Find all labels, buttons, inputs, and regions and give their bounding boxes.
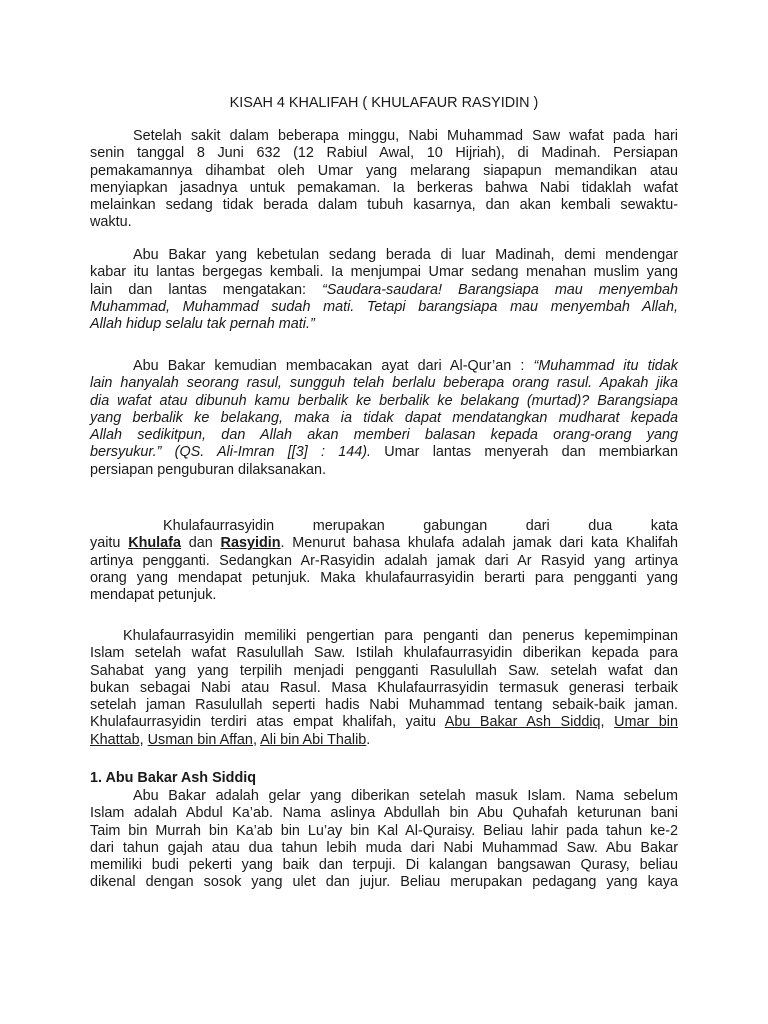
text-run: lain dan lantas mengatakan: bbox=[90, 281, 323, 298]
quote-text: lain hanyalah seorang rasul, sungguh telah berlalu beberapa orang rasul. Apakah jika bbox=[90, 375, 678, 392]
text-run: Khulafaurrasyidin terdiri atas empat khalifah, yaitu bbox=[90, 714, 445, 731]
text-line: setelah jaman Rasulullah seperti hadis Nabi Muhammad tentang sebaik-baik jaman. bbox=[90, 697, 678, 714]
text-line: waktu. bbox=[90, 214, 132, 231]
text-line: Sahabat yang yang terpilih menjadi pengganti Rasulullah Saw. setelah wafat dan bbox=[90, 662, 678, 679]
text-line: Islam adalah Abdul Ka’ab. Nama aslinya Abdullah bin Abu Quhafah keturunan bani bbox=[90, 805, 678, 822]
text-line: bukan sebagai Nabi atau Rasul. Masa Khulafaurrasyidin termasuk generasi terbaik bbox=[90, 679, 678, 696]
term-khulafa: Khulafa bbox=[128, 535, 181, 552]
text-line: persiapan penguburan dilaksanakan. bbox=[90, 461, 327, 478]
quote-text: dia wafat atau dibunuh kamu berbalik ke berbalik ke belakang (murtad)? Barangsiapa bbox=[90, 392, 678, 409]
link-umar-cont[interactable]: Khattab bbox=[90, 731, 140, 748]
link-umar[interactable]: Umar bin bbox=[614, 714, 678, 731]
text-line: melainkan sedang tidak berada dalam tubuh kasarnya, dan akan kembali sewaktu- bbox=[90, 197, 678, 214]
text-line: Abu Bakar adalah gelar yang diberikan setelah masuk Islam. Nama sebelum bbox=[133, 788, 678, 804]
text-line: mendapat petunjuk. bbox=[90, 587, 217, 604]
quote-citation: bersyukur.” (QS. Ali-Imran [[3] : 144). bbox=[90, 444, 372, 461]
text-line: orang yang mendapat petunjuk. Maka khulafaurrasyidin berarti para pengganti yang bbox=[90, 569, 678, 586]
text-run: , bbox=[139, 731, 148, 748]
text-line: menyiapkan jasadnya untuk pemakaman. Ia berkeras bahwa Nabi tidaklah wafat bbox=[90, 179, 678, 196]
text-line: Islam setelah wafat Rasulullah Saw. Istilah khulafaurrasyidin diberikan kepada para bbox=[90, 645, 678, 662]
link-ali[interactable]: Ali bin Abi Thalib bbox=[260, 731, 367, 748]
text-line: memiliki budi pekerti yang baik dan terpuji. Di kalangan bangsawan Qurasy, beliau bbox=[90, 857, 678, 874]
paragraph-1 bbox=[90, 128, 678, 232]
paragraph-2 bbox=[90, 247, 678, 333]
quote-text: “Saudara-saudara! Barangsiapa mau menyembah bbox=[322, 281, 678, 298]
text-run: dan bbox=[180, 535, 221, 552]
text-line: artinya pengganti. Sedangkan Ar-Rasyidin adalah jamak dari Ar Rasyid yang artinya bbox=[90, 552, 678, 569]
text-line: Taim bin Murrah bin Ka’ab bin Lu’ay bin Kal Al-Quraisy. Beliau lahir pada tahun ke-2 bbox=[90, 822, 678, 839]
text-line bbox=[90, 444, 678, 461]
text-line bbox=[90, 535, 678, 552]
quote-text: yang berbalik ke belakang, maka ia tidak dapat mendatangkan mudharat kepada bbox=[90, 409, 678, 426]
link-usman[interactable]: Usman bin Affan bbox=[147, 731, 253, 748]
text-run: Abu Bakar kemudian membacakan ayat dari Al-Qur’an : bbox=[133, 358, 534, 374]
text-run: . bbox=[366, 731, 371, 748]
text-line: dikenal dengan sosok yang ulet dan jujur. Beliau merupakan pedagang yang kaya bbox=[90, 874, 678, 891]
text-line: Khulafaurrasyidin merupakan gabungan dari dua kata bbox=[163, 518, 678, 534]
document-title: KISAH 4 KHALIFAH ( KHULAFAUR RASYIDIN ) bbox=[229, 95, 539, 111]
text-run: Umar lantas menyerah dan membiarkan bbox=[371, 444, 678, 461]
text-run: , bbox=[252, 731, 261, 748]
text-line: pemakamannya dihambat oleh Umar yang melarang siapapun memandikan atau bbox=[90, 162, 678, 179]
paragraph-4 bbox=[90, 518, 678, 604]
text-line: Abu Bakar yang kebetulan sedang berada di luar Madinah, demi mendengar bbox=[133, 247, 678, 263]
text-run: yaitu bbox=[90, 535, 129, 552]
text-line bbox=[90, 358, 678, 375]
text-run: , bbox=[600, 714, 615, 731]
text-line bbox=[90, 282, 678, 299]
text-line: Setelah sakit dalam beberapa minggu, Nabi Muhammad Saw wafat pada hari bbox=[133, 128, 678, 144]
text-line: kabar itu lantas bergegas kembali. Ia menjumpai Umar sedang menahan muslim yang bbox=[90, 264, 678, 281]
text-line bbox=[90, 732, 678, 749]
link-abu-bakar[interactable]: Abu Bakar Ash Siddiq bbox=[444, 714, 601, 731]
quote-text: Allah hidup selalu tak pernah mati.” bbox=[90, 316, 315, 333]
text-line: Khulafaurrasyidin memiliki pengertian para penganti dan penerus kepemimpinan bbox=[123, 628, 678, 644]
text-line: senin tanggal 8 Juni 632 (12 Rabiul Awal, 10 Hijriah), di Madinah. Persiapan bbox=[90, 145, 678, 162]
paragraph-3 bbox=[90, 358, 678, 479]
paragraph-5 bbox=[90, 628, 678, 749]
section-1-paragraph bbox=[90, 788, 678, 892]
quote-text: Muhammad, Muhammad sudah mati. Tetapi barangsiapa mau menyembah Allah, bbox=[90, 298, 678, 315]
text-line bbox=[90, 714, 678, 731]
section-heading: 1. Abu Bakar Ash Siddiq bbox=[90, 770, 257, 786]
text-run: . Menurut bahasa khulafa adalah jamak dari kata Khalifah bbox=[280, 535, 678, 552]
term-rasyidin: Rasyidin bbox=[220, 535, 281, 552]
text-line: dari tahun gajah atau dua tahun lebih muda dari Nabi Muhammad Saw. Abu Bakar bbox=[90, 839, 678, 856]
quote-text: “Muhammad itu tidak bbox=[533, 358, 678, 374]
quote-text: Allah sedikitpun, dan Allah akan memberi balasan kepada orang-orang yang bbox=[90, 427, 678, 444]
